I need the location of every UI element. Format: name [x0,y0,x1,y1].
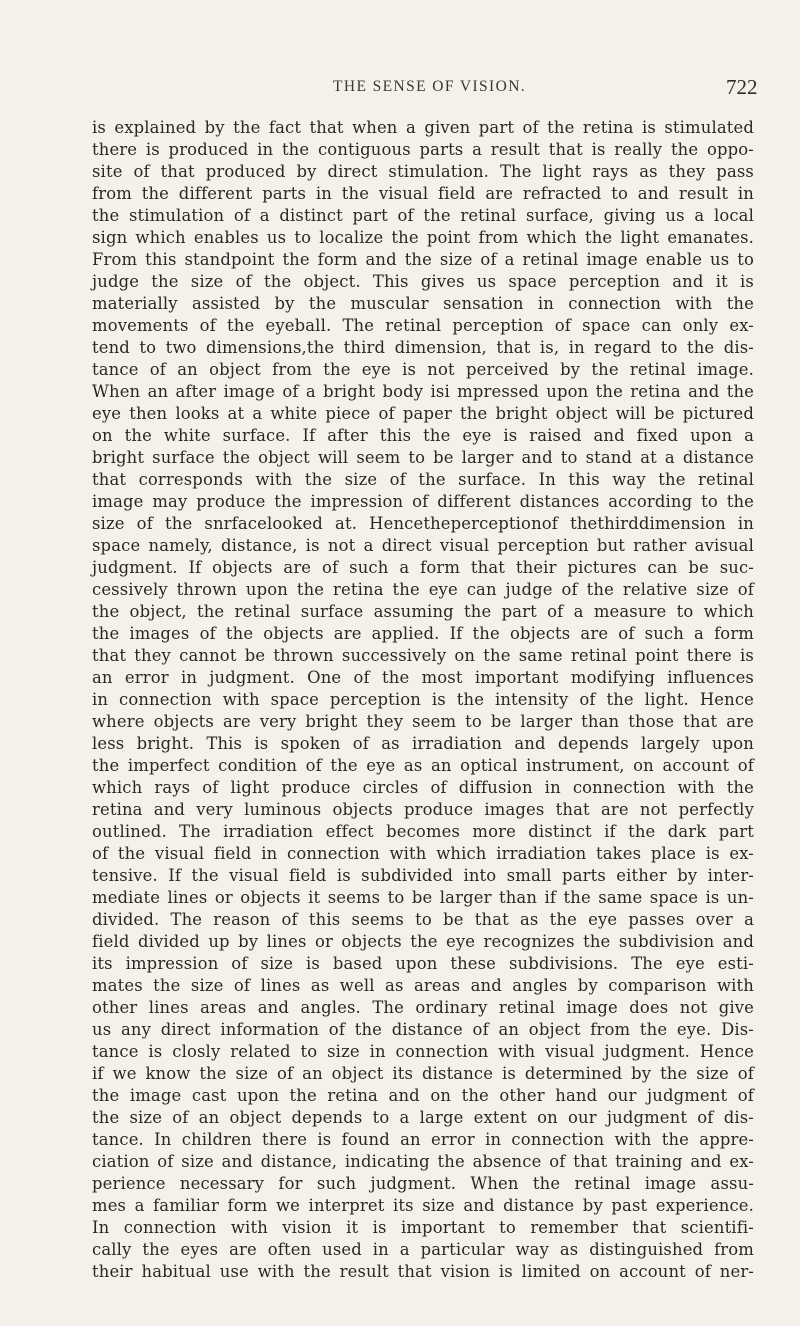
text-line: in connection with space perception is the intensity of the light. Hence [92,690,754,709]
text-line: its impression of size is based upon these subdivisions. The eye esti- [92,954,754,973]
text-line: tensive. If the visual field is subdivided into small parts either by inter- [92,866,754,885]
text-line: From this standpoint the form and the size of a retinal image enable us to [92,250,754,269]
text-line: tance is closly related to size in connection with visual judgment. Hence [92,1042,754,1061]
text-line: sign which enables us to localize the point from which the light emanates. [92,228,754,247]
text-line: other lines areas and angles. The ordinary retinal image does not give [92,998,754,1017]
text-line: the object, the retinal surface assuming the part of a measure to which [92,602,754,621]
text-line: space namely, distance, is not a direct visual perception but rather avisual [92,536,754,555]
page-number: 722 [726,75,758,99]
text-line: the images of the objects are applied. If the objects are of such a form [92,624,754,643]
text-line: their habitual use with the result that vision is limited on account of ner- [92,1262,754,1281]
text-line: if we know the size of an object its distance is determined by the size of [92,1064,754,1083]
text-line: the image cast upon the retina and on the other hand our judgment of [92,1086,754,1105]
text-line: us any direct information of the distance of an object from the eye. Dis- [92,1020,754,1039]
text-line: When an after image of a bright body isi mpressed upon the retina and the [92,382,754,401]
text-line: that they cannot be thrown successively on the same retinal point there is [92,646,754,665]
running-head [0,75,800,99]
text-line: mates the size of lines as well as areas and angles by comparison with [92,976,754,995]
text-line: an error in judgment. One of the most important modifying influences [92,668,754,687]
text-line: ciation of size and distance, indicating the absence of that training and ex- [92,1152,754,1171]
text-line: bright surface the object will seem to be larger and to stand at a distance [92,448,754,467]
text-line: site of that produced by direct stimulation. The light rays as they pass [92,162,754,181]
text-line: cessively thrown upon the retina the eye can judge of the relative size of [92,580,754,599]
body-text [92,117,754,1283]
text-line: divided. The reason of this seems to be that as the eye passes over a [92,910,754,929]
text-line: of the visual field in connection with which irradiation takes place is ex- [92,844,754,863]
text-line: judgment. If objects are of such a form that their pictures can be suc- [92,558,754,577]
text-line: there is produced in the contiguous parts a result that is really the oppo- [92,140,754,159]
text-line: tance. In children there is found an error in connection with the appre- [92,1130,754,1149]
text-line: is explained by the fact that when a given part of the retina is stimulated [92,118,754,137]
text-line: the size of an object depends to a large extent on our judgment of dis- [92,1108,754,1127]
text-line: less bright. This is spoken of as irradiation and depends largely upon [92,734,754,753]
text-line: size of the snrfacelooked at. Hencetheperceptionof thethirddimension in [92,514,754,533]
text-line: mediate lines or objects it seems to be larger than if the same space is un- [92,888,754,907]
text-line: that corresponds with the size of the surface. In this way the retinal [92,470,754,489]
text-line: In connection with vision it is important to remember that scientifi- [92,1218,754,1237]
text-line: image may produce the impression of different distances according to the [92,492,754,511]
text-line: which rays of light produce circles of diffusion in connection with the [92,778,754,797]
text-line: movements of the eyeball. The retinal perception of space can only ex- [92,316,754,335]
text-line: eye then looks at a white piece of paper the bright object will be pictured [92,404,754,423]
running-title: THE SENSE OF VISION. [333,78,527,95]
text-line: the stimulation of a distinct part of the retinal surface, giving us a local [92,206,754,225]
text-line: tance of an object from the eye is not perceived by the retinal image. [92,360,754,379]
text-line: outlined. The irradiation effect becomes more distinct if the dark part [92,822,754,841]
text-line: from the different parts in the visual field are refracted to and result in [92,184,754,203]
text-line: where objects are very bright they seem to be larger than those that are [92,712,754,731]
text-line: retina and very luminous objects produce images that are not perfectly [92,800,754,819]
text-line: on the white surface. If after this the eye is raised and fixed upon a [92,426,754,445]
text-line: the imperfect condition of the eye as an optical instrument, on account of [92,756,754,775]
text-line: judge the size of the object. This gives us space perception and it is [92,272,754,291]
text-line: cally the eyes are often used in a particular way as distinguished from [92,1240,754,1259]
text-line: perience necessary for such judgment. When the retinal image assu- [92,1174,754,1193]
text-line: materially assisted by the muscular sensation in connection with the [92,294,754,313]
text-line: tend to two dimensions,the third dimension, that is, in regard to the dis- [92,338,754,357]
text-line: mes a familiar form we interpret its size and distance by past experience. [92,1196,754,1215]
text-line: field divided up by lines or objects the eye recognizes the subdivision and [92,932,754,951]
